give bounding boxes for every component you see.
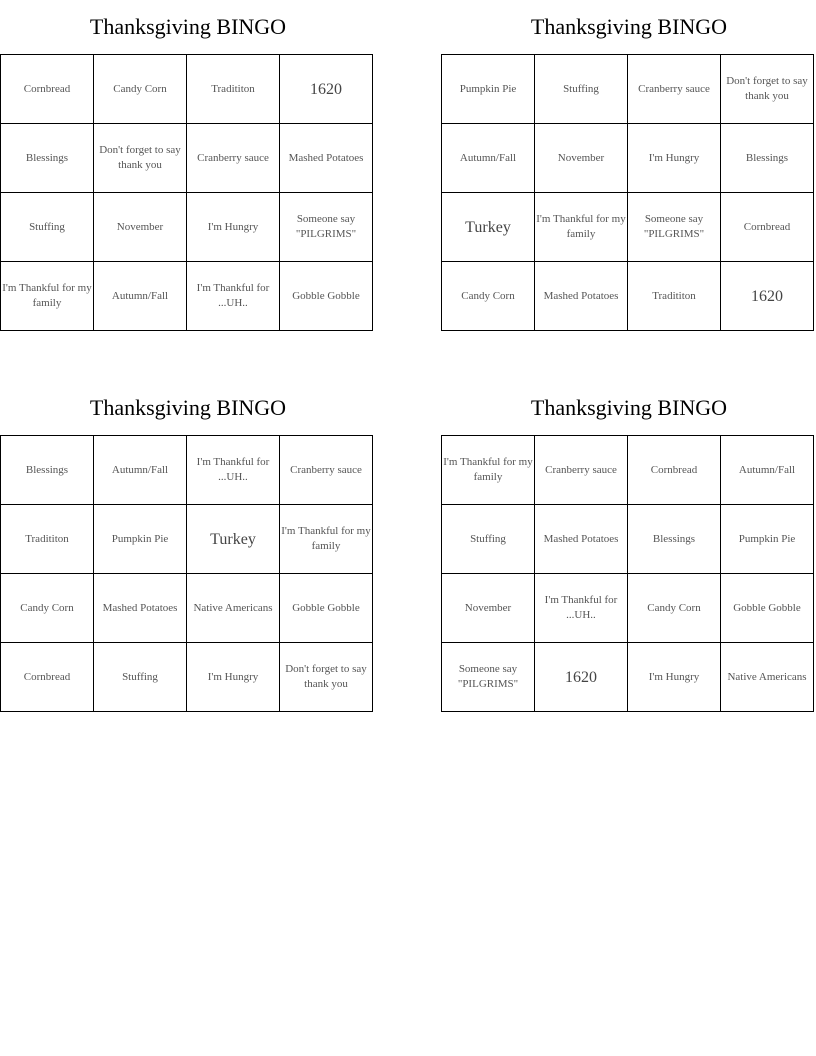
bingo-cell: Stuffing	[442, 505, 535, 574]
bingo-cell: Candy Corn	[1, 574, 94, 643]
bingo-cell: Don't forget to say thank you	[280, 643, 373, 712]
bingo-cell: Mashed Potatoes	[94, 574, 187, 643]
bingo-cell: Someone say "PILGRIMS"	[442, 643, 535, 712]
bingo-cell: Cranberry sauce	[187, 124, 280, 193]
bingo-cell: November	[442, 574, 535, 643]
bingo-cell: Cornbread	[1, 643, 94, 712]
bingo-cell: I'm Hungry	[628, 124, 721, 193]
bingo-cell: I'm Thankful for ...UH..	[187, 262, 280, 331]
bingo-cell: Blessings	[721, 124, 814, 193]
bingo-cell: Blessings	[628, 505, 721, 574]
card-title: Thanksgiving BINGO	[530, 395, 728, 420]
bingo-cell: Mashed Potatoes	[535, 505, 628, 574]
bingo-card-3	[0, 394, 376, 690]
bingo-cell: Tradititon	[628, 262, 721, 331]
bingo-cell: Autumn/Fall	[94, 262, 187, 331]
bingo-cell: 1620	[721, 262, 814, 331]
bingo-cell: Mashed Potatoes	[535, 262, 628, 331]
bingo-cell: I'm Thankful for my family	[535, 193, 628, 262]
bingo-cell: 1620	[280, 55, 373, 124]
bingo-cell: Gobble Gobble	[721, 574, 814, 643]
card-title: Thanksgiving BINGO	[530, 14, 728, 39]
bingo-cell: Gobble Gobble	[280, 574, 373, 643]
card-title: Thanksgiving BINGO	[89, 395, 287, 420]
bingo-cell: Native Americans	[721, 643, 814, 712]
bingo-cell: Autumn/Fall	[94, 436, 187, 505]
bingo-cell: I'm Hungry	[628, 643, 721, 712]
bingo-cell: Blessings	[1, 124, 94, 193]
bingo-cell: Someone say "PILGRIMS"	[628, 193, 721, 262]
bingo-cell: I'm Thankful for my family	[1, 262, 94, 331]
bingo-cell: Cranberry sauce	[280, 436, 373, 505]
bingo-cell: Turkey	[187, 505, 280, 574]
bingo-cell: Stuffing	[1, 193, 94, 262]
bingo-cell: 1620	[535, 643, 628, 712]
bingo-cell: Tradititon	[187, 55, 280, 124]
card-title: Thanksgiving BINGO	[89, 14, 287, 39]
bingo-cell: Mashed Potatoes	[280, 124, 373, 193]
bingo-cell: Cornbread	[721, 193, 814, 262]
bingo-cell: I'm Thankful for my family	[280, 505, 373, 574]
bingo-cell: November	[535, 124, 628, 193]
bingo-cell: Candy Corn	[94, 55, 187, 124]
bingo-cell: Cornbread	[1, 55, 94, 124]
bingo-cell: Tradititon	[1, 505, 94, 574]
bingo-card-1	[0, 13, 376, 309]
bingo-cell: I'm Hungry	[187, 643, 280, 712]
bingo-cell: Stuffing	[94, 643, 187, 712]
bingo-card-2	[441, 13, 816, 305]
bingo-cell: November	[94, 193, 187, 262]
bingo-cell: Turkey	[442, 193, 535, 262]
bingo-cell: Cranberry sauce	[628, 55, 721, 124]
bingo-cell: Pumpkin Pie	[442, 55, 535, 124]
bingo-cell: Native Americans	[187, 574, 280, 643]
bingo-cell: Autumn/Fall	[442, 124, 535, 193]
bingo-card-4	[441, 394, 816, 690]
bingo-cell: Pumpkin Pie	[721, 505, 814, 574]
bingo-cell: Don't forget to say thank you	[721, 55, 814, 124]
bingo-cell: I'm Thankful for ...UH..	[535, 574, 628, 643]
bingo-grid	[0, 435, 373, 712]
bingo-cell: Someone say "PILGRIMS"	[280, 193, 373, 262]
bingo-cell: I'm Thankful for ...UH..	[187, 436, 280, 505]
bingo-cell: Autumn/Fall	[721, 436, 814, 505]
bingo-cell: I'm Thankful for my family	[442, 436, 535, 505]
bingo-cell: Don't forget to say thank you	[94, 124, 187, 193]
bingo-grid	[441, 435, 814, 712]
bingo-cell: Candy Corn	[628, 574, 721, 643]
bingo-cell: Gobble Gobble	[280, 262, 373, 331]
bingo-grid	[441, 54, 814, 331]
bingo-cell: Blessings	[1, 436, 94, 505]
bingo-cell: I'm Hungry	[187, 193, 280, 262]
bingo-cell: Pumpkin Pie	[94, 505, 187, 574]
bingo-grid	[0, 54, 373, 331]
bingo-cell: Cornbread	[628, 436, 721, 505]
bingo-cell: Candy Corn	[442, 262, 535, 331]
bingo-cell: Stuffing	[535, 55, 628, 124]
bingo-cell: Cranberry sauce	[535, 436, 628, 505]
